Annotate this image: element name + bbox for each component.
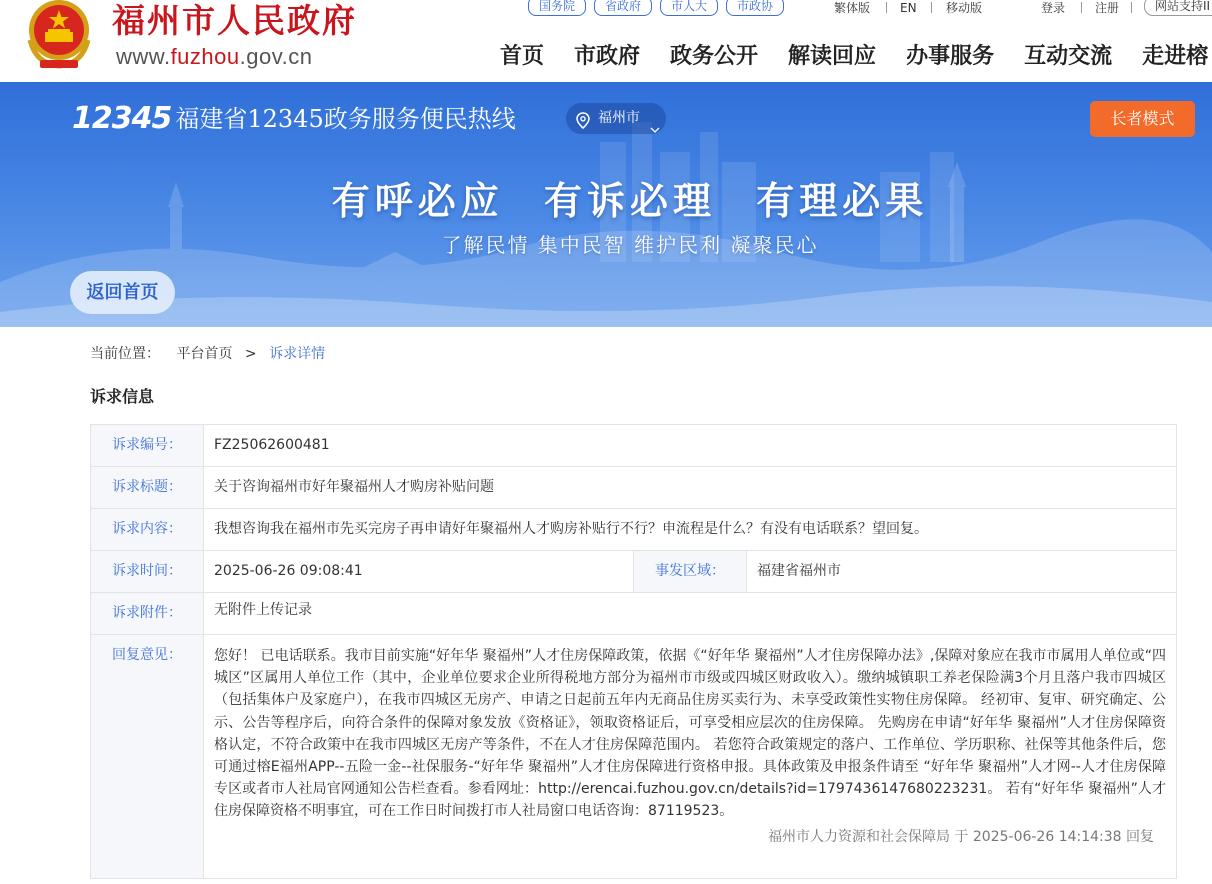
nav-interpretation[interactable]: 解读回应 — [788, 44, 877, 69]
table-row — [91, 593, 1177, 635]
top-link-cppcc[interactable]: 市政协 — [726, 0, 784, 16]
nav-services[interactable]: 办事服务 — [906, 44, 995, 69]
top-link-provincial-gov[interactable]: 省政府 — [594, 0, 652, 16]
traditional-chinese-link[interactable]: 繁体版 — [834, 1, 871, 15]
register-link[interactable]: 注册 — [1095, 1, 1120, 15]
appeal-number-value: FZ25062600481 — [204, 425, 1177, 467]
site-url-suffix: .gov.cn — [239, 44, 313, 69]
util-divider — [1081, 2, 1082, 13]
table-row — [91, 635, 1177, 879]
table-row — [91, 467, 1177, 509]
reply-text: 您好！ 已电话联系。我市目前实施“好年华 聚福州”人才住房保障政策，依据《“好年华 聚福州”人才住房保障办法》,保障对象应在我市市属用人单位或“四城区”区属用人单位工作（其中，企业单位要求企业所得税地方部分为福州市市级或四城区财政收入）。缴纳城镇职工养老保险满3个月且落户我市四城区（包括集体户及家庭户），在我市四城区无房产、申请之日起前五年内无商品住房买卖行为、未享受政策性实物住房保障。 经初审、复审、研究确定、公示、公告等程序后，向符合条件的保障对象发放《资格证》，领取资格证后，可享受相应层次的住房保障。 先购房在申请“好年华 聚福州”人才住房保障资格认定，不符合政策中在我市四城区无房产等条件，不在人才住房保障范围内。 若您符合政策规定的落户、工作单位、学历职称、社保等其他条件后，您可通过榕E福州APP--五险一金--社保服务-“好年华 聚福州”人才住房保障进行资格申报。具体政策及申报条件请至 “好年华 聚福州”人才网--人才住房保障专区或者市人社局官网通知公告栏查看。参看网址：http://erencai.fuzhou.gov.cn/details?id=1797436147680223231。 若有“好年华 聚福州”人才住房保障资格不明事宜，可在工作日时间拨打市人社局窗口电话咨询：87119523。 — [214, 648, 1167, 820]
appeal-time-label: 诉求时间： — [91, 551, 204, 593]
appeal-region-label: 事发区域： — [634, 551, 747, 593]
appeal-content-label: 诉求内容： — [91, 509, 204, 551]
appeal-attachment-label: 诉求附件： — [91, 593, 204, 635]
breadcrumb-separator: > — [244, 346, 257, 362]
appeal-info-table — [90, 424, 1177, 879]
util-divider — [931, 2, 932, 13]
table-row — [91, 509, 1177, 551]
reply-signature: 福州市人力资源和社会保障局 于 2025-06-26 14:14:38 回复 — [767, 828, 1155, 845]
nav-about-fuzhou[interactable]: 走进榕 — [1142, 44, 1209, 69]
appeal-title-value: 关于咨询福州市好年聚福州人才购房补贴问题 — [204, 467, 1177, 509]
english-link[interactable]: EN — [900, 1, 917, 15]
table-row — [91, 551, 1177, 593]
site-name[interactable]: 福州市人民政府 — [112, 1, 357, 40]
site-url[interactable] — [116, 44, 312, 70]
appeal-time-value: 2025-06-26 09:08:41 — [204, 551, 634, 593]
hotline-title: 福建省12345政务服务便民热线 — [175, 105, 516, 133]
back-home-button[interactable]: 返回首页 — [70, 271, 175, 314]
breadcrumb-label: 当前位置： — [90, 346, 160, 362]
site-url-prefix: www. — [116, 44, 171, 69]
banner-slogan-main: 有呼必应 有诉必理 有理必果 — [331, 178, 929, 223]
hotline-12345-logo: 12345 — [72, 101, 172, 136]
nav-home[interactable]: 首页 — [500, 44, 545, 69]
login-link[interactable]: 登录 — [1041, 1, 1066, 15]
util-divider — [1131, 2, 1132, 13]
elder-mode-button[interactable]: 长者模式 — [1090, 101, 1195, 137]
top-links — [528, 0, 784, 16]
section-title: 诉求信息 — [90, 387, 155, 406]
reply-cell — [204, 635, 1177, 879]
site-header — [0, 0, 1212, 82]
reply-label: 回复意见： — [91, 635, 204, 879]
hotline-banner — [0, 82, 1212, 327]
hotline-brand — [72, 102, 516, 136]
top-link-state-council[interactable]: 国务院 — [528, 0, 586, 16]
appeal-region-value: 福建省福州市 — [747, 551, 1177, 593]
breadcrumb — [90, 344, 325, 364]
appeal-number-label: 诉求编号： — [91, 425, 204, 467]
nav-city-government[interactable]: 市政府 — [574, 44, 641, 69]
location-pin-icon — [576, 110, 590, 141]
table-row — [91, 425, 1177, 467]
site-url-highlight: fuzhou — [170, 44, 240, 69]
nav-interaction[interactable]: 互动交流 — [1024, 44, 1113, 69]
main-nav — [500, 42, 1208, 72]
appeal-title-label: 诉求标题： — [91, 467, 204, 509]
top-link-npc[interactable]: 市人大 — [660, 0, 718, 16]
appeal-content-value: 我想咨询我在福州市先买完房子再申请好年聚福州人才购房补贴行不行？申流程是什么？有没有电话联系？望回复。 — [204, 509, 1177, 551]
accessibility-button[interactable]: 网站支持II — [1144, 0, 1212, 16]
chevron-down-icon — [650, 115, 660, 146]
city-selector-label: 福州市 — [598, 110, 640, 126]
mobile-version-link[interactable]: 移动版 — [946, 1, 983, 15]
util-divider — [886, 2, 887, 13]
appeal-attachment-value: 无附件上传记录 — [204, 593, 1177, 635]
breadcrumb-platform-home[interactable]: 平台首页 — [176, 346, 233, 362]
nav-government-affairs[interactable]: 政务公开 — [670, 44, 759, 69]
national-emblem-icon[interactable] — [22, 0, 96, 72]
breadcrumb-current-page[interactable]: 诉求详情 — [269, 346, 326, 362]
banner-slogan-sub: 了解民情 集中民智 维护民利 凝聚民心 — [441, 233, 819, 257]
city-selector[interactable] — [566, 103, 666, 134]
